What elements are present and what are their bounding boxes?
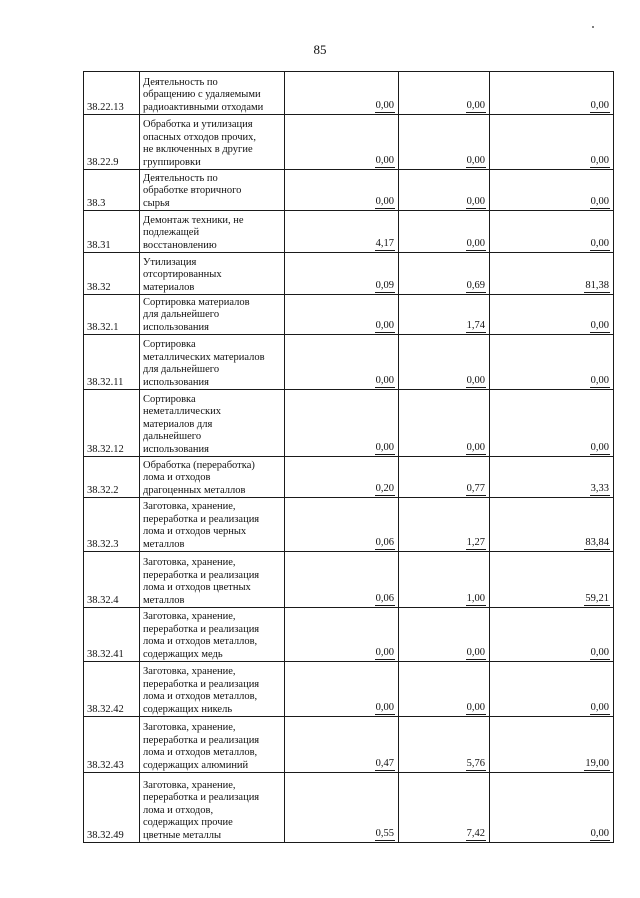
activity-code: 38.32.2: [84, 457, 140, 498]
value-col-2: 0,00: [466, 155, 486, 169]
activity-code: 38.32.42: [84, 662, 140, 717]
value-col-2: 0,00: [466, 442, 486, 456]
value-col-2: 7,42: [466, 828, 486, 842]
value-col-3: 0,00: [590, 320, 610, 334]
table-row: [84, 211, 614, 253]
scan-speck: [592, 26, 594, 28]
value-col-1: 0,20: [375, 483, 395, 497]
value-col-2: 0,69: [466, 280, 486, 294]
table-row: [84, 390, 614, 457]
value-col-2: 0,00: [466, 238, 486, 252]
activity-code: 38.32: [84, 253, 140, 295]
activity-name: Деятельность по обработке вторичного сырья: [143, 172, 242, 209]
table-row: [84, 115, 614, 170]
activity-name: Заготовка, хранение, переработка и реализация лома и отходов, содержащих прочие цветные металлы: [143, 779, 260, 841]
value-col-1: 0,00: [375, 442, 395, 456]
table-row: [84, 498, 614, 552]
table-row: [84, 295, 614, 335]
activity-name: Утилизация отсортированных материалов: [143, 256, 222, 293]
value-col-2: 5,76: [466, 758, 486, 772]
value-col-1: 0,09: [375, 280, 395, 294]
activity-name: Сортировка неметаллических материалов для дальнейшего использования: [143, 393, 221, 455]
value-col-2: 1,74: [466, 320, 486, 334]
value-col-3: 0,00: [590, 375, 610, 389]
activity-code: 38.3: [84, 170, 140, 211]
value-col-2: 0,00: [466, 196, 486, 210]
value-col-3: 0,00: [590, 196, 610, 210]
value-col-1: 0,00: [375, 375, 395, 389]
activity-name: Сортировка металлических материалов для дальнейшего использования: [143, 339, 265, 388]
value-col-3: 0,00: [590, 155, 610, 169]
value-col-3: 19,00: [584, 758, 610, 772]
activity-code: 38.32.49: [84, 773, 140, 843]
value-col-1: 0,47: [375, 758, 395, 772]
table-row: [84, 552, 614, 608]
value-col-1: 4,17: [375, 238, 395, 252]
activity-code: 38.32.3: [84, 498, 140, 552]
page-number: 85: [313, 42, 327, 57]
value-col-1: 0,00: [375, 155, 395, 169]
activity-code: 38.32.11: [84, 335, 140, 390]
activity-name: Деятельность по обращению с удаляемыми радиоактивными отходами: [143, 76, 264, 113]
value-col-3: 3,33: [590, 483, 610, 497]
value-col-1: 0,55: [375, 828, 395, 842]
table-row: [84, 608, 614, 662]
value-col-3: 0,00: [590, 442, 610, 456]
value-col-2: 0,00: [466, 702, 486, 716]
table-body: [84, 72, 614, 843]
table-row: [84, 717, 614, 773]
activity-name: Заготовка, хранение, переработка и реализация лома и отходов металлов, содержащих медь: [143, 611, 260, 660]
activity-code: 38.32.1: [84, 295, 140, 335]
value-col-2: 1,27: [466, 537, 486, 551]
activity-code: 38.32.4: [84, 552, 140, 608]
activity-name: Заготовка, хранение, переработка и реализация лома и отходов цветных металлов: [143, 557, 260, 606]
value-col-1: 0,00: [375, 196, 395, 210]
value-col-3: 81,38: [584, 280, 610, 294]
activity-code: 38.32.12: [84, 390, 140, 457]
value-col-1: 0,00: [375, 647, 395, 661]
activity-table: [83, 71, 614, 843]
activity-code: 38.22.13: [84, 72, 140, 115]
activity-name: Заготовка, хранение, переработка и реализация лома и отходов черных металлов: [143, 501, 260, 550]
activity-code: 38.32.41: [84, 608, 140, 662]
value-col-3: 0,00: [590, 100, 610, 114]
table-row: [84, 170, 614, 211]
value-col-2: 0,77: [466, 483, 486, 497]
table-row: [84, 457, 614, 498]
activity-name: Обработка (переработка) лома и отходов драгоценных металлов: [143, 459, 255, 496]
table-row: [84, 662, 614, 717]
table-row: [84, 335, 614, 390]
value-col-1: 0,00: [375, 702, 395, 716]
value-col-1: 0,00: [375, 320, 395, 334]
value-col-3: 0,00: [590, 702, 610, 716]
activity-code: 38.22.9: [84, 115, 140, 170]
activity-name: Демонтаж техники, не подлежащей восстановлению: [143, 214, 244, 251]
activity-code: 38.32.43: [84, 717, 140, 773]
activity-code: 38.31: [84, 211, 140, 253]
table-row: [84, 72, 614, 115]
activity-name: Заготовка, хранение, переработка и реализация лома и отходов металлов, содержащих алюминий: [143, 722, 260, 771]
value-col-3: 0,00: [590, 828, 610, 842]
value-col-2: 0,00: [466, 375, 486, 389]
value-col-2: 1,00: [466, 593, 486, 607]
value-col-2: 0,00: [466, 647, 486, 661]
table-row: [84, 253, 614, 295]
value-col-2: 0,00: [466, 100, 486, 114]
activity-name: Сортировка материалов для дальнейшего использования: [143, 296, 250, 333]
value-col-3: 59,21: [584, 593, 610, 607]
table-row: [84, 773, 614, 843]
value-col-1: 0,00: [375, 100, 395, 114]
value-col-1: 0,06: [375, 537, 395, 551]
value-col-1: 0,06: [375, 593, 395, 607]
activity-name: Обработка и утилизация опасных отходов прочих, не включенных в другие группировки: [143, 119, 257, 168]
activity-name: Заготовка, хранение, переработка и реализация лома и отходов металлов, содержащих никель: [143, 666, 260, 715]
value-col-3: 83,84: [584, 537, 610, 551]
value-col-3: 0,00: [590, 238, 610, 252]
value-col-3: 0,00: [590, 647, 610, 661]
